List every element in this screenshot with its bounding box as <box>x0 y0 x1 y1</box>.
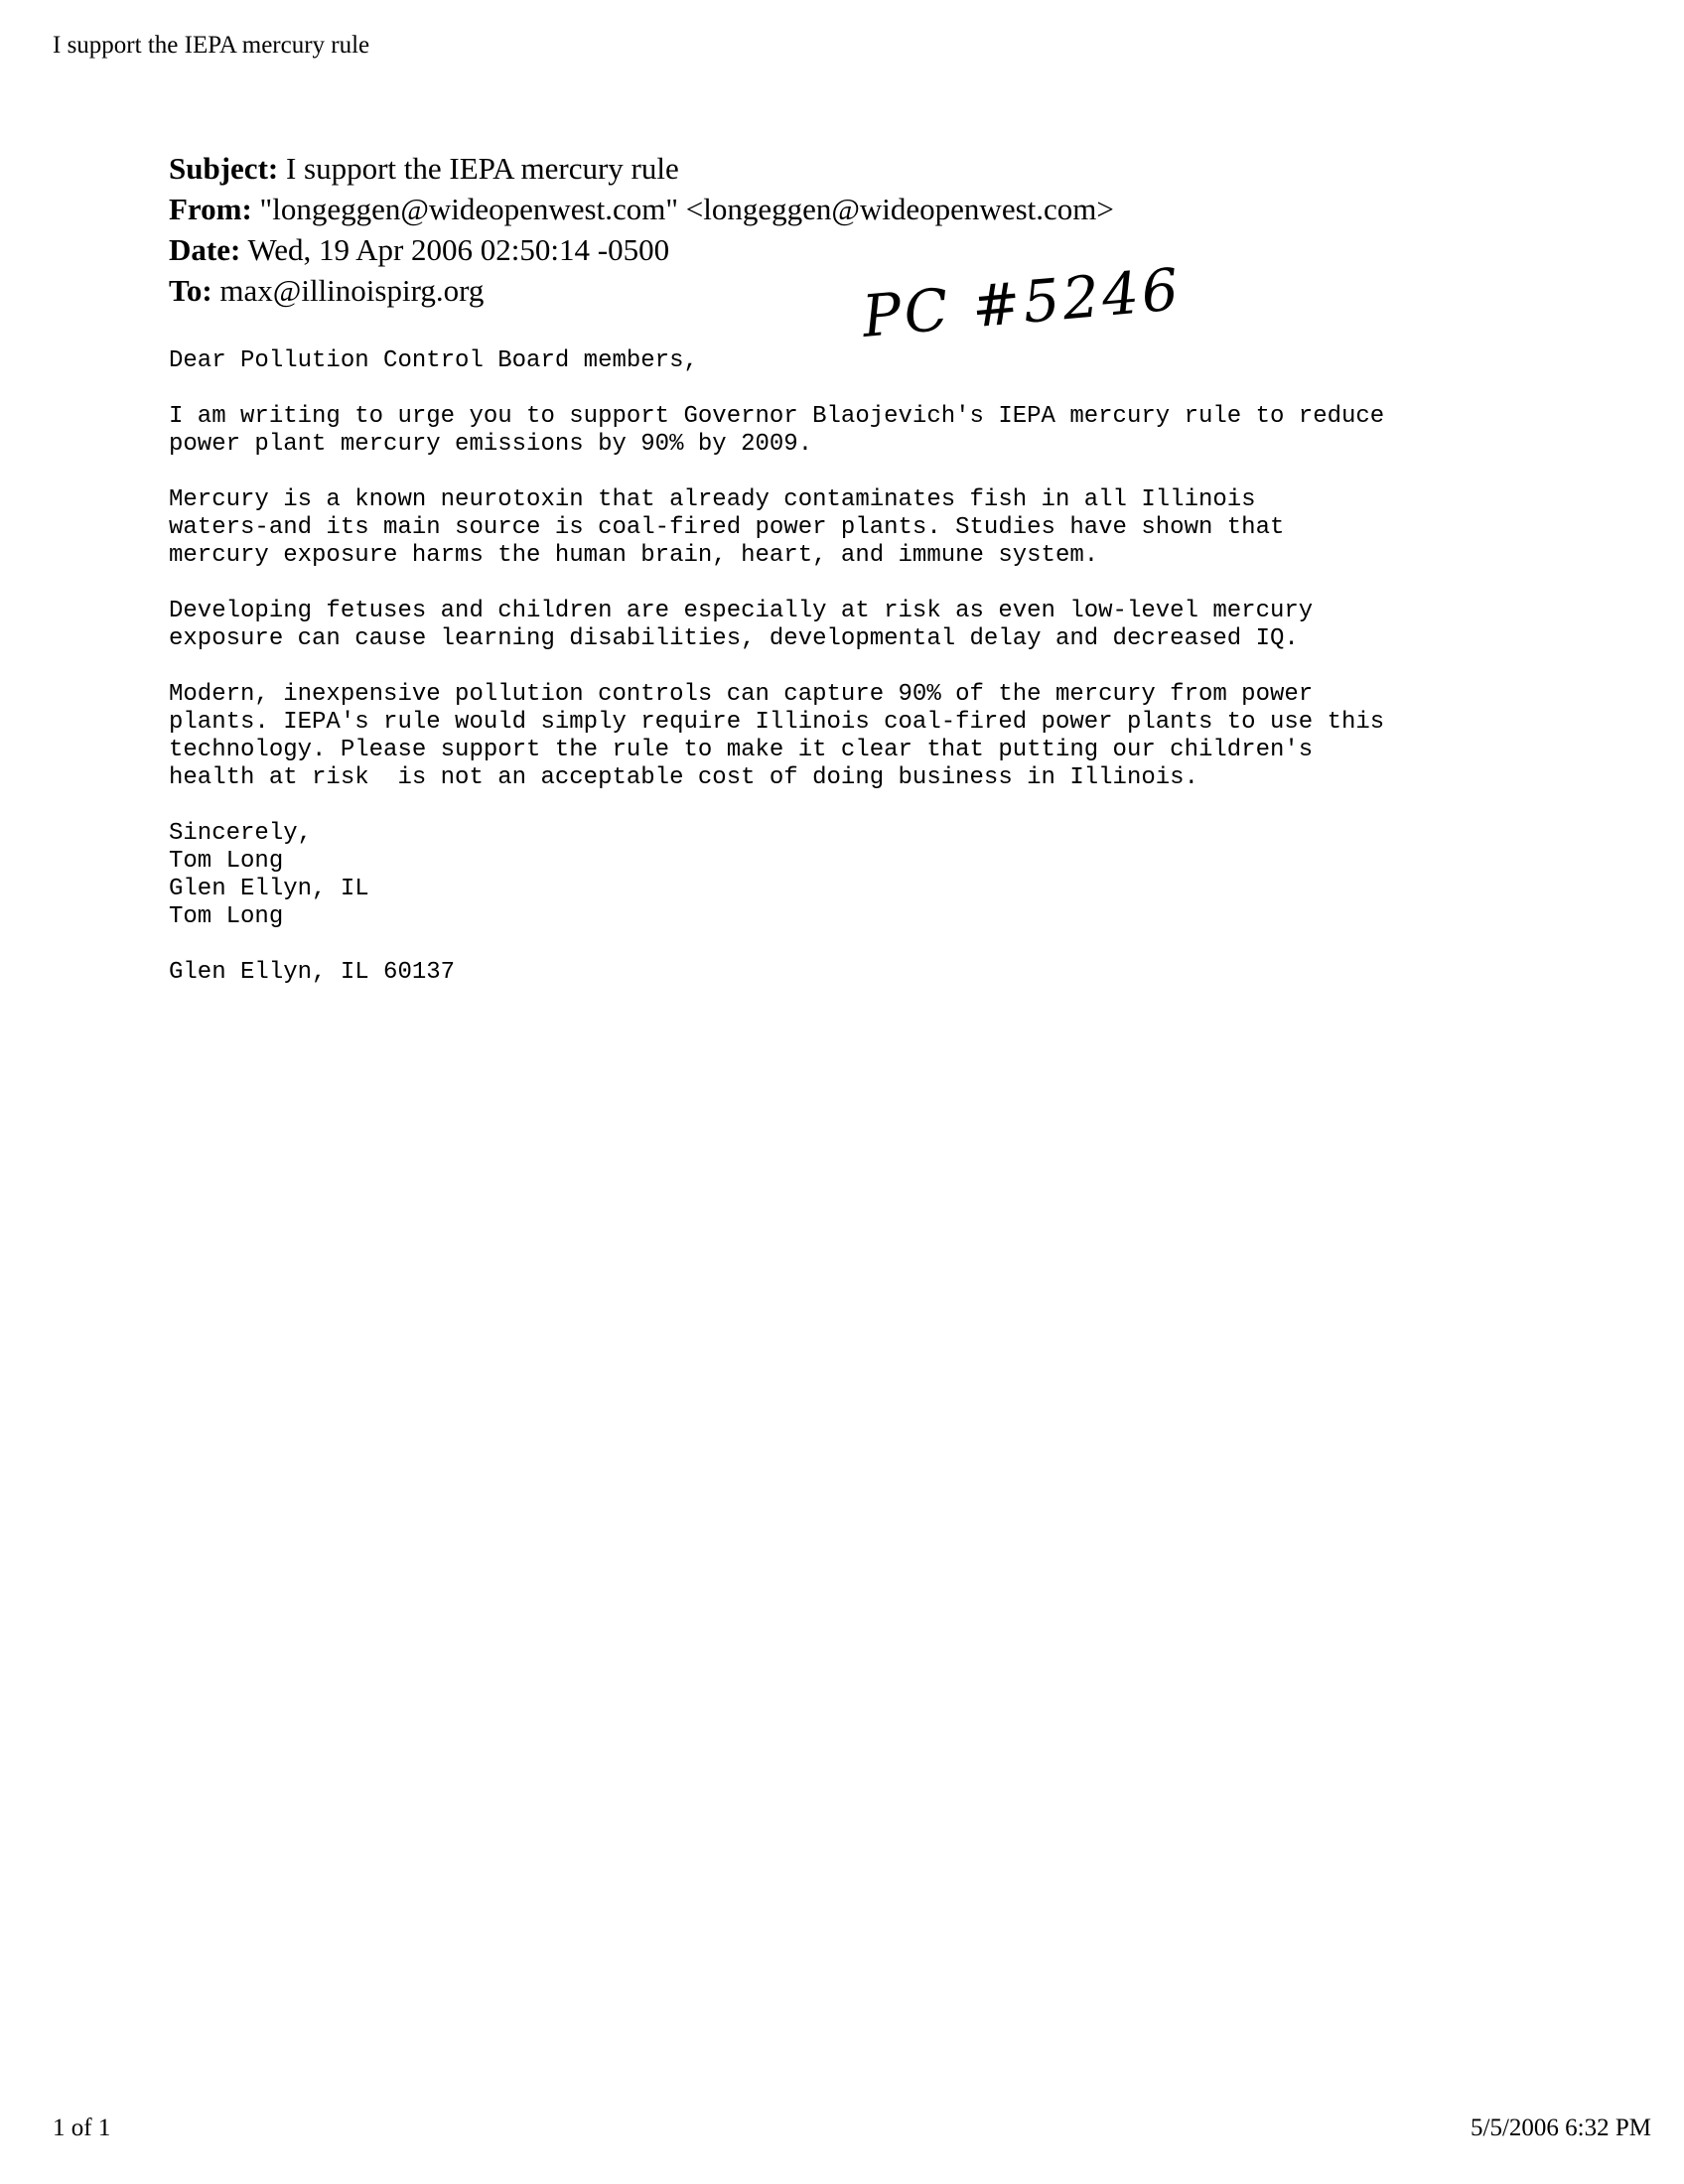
from-line <box>169 189 1114 229</box>
subject-line <box>169 148 1114 189</box>
signature-location: Glen Ellyn, IL <box>169 876 369 902</box>
paragraph-4: Modern, inexpensive pollution controls can capture 90% of the mercury from power plants. IEPA's rule would simply require Illinois coal-fired power plants to use this technology. Please support the rule to make it clear that putting our children's health at risk is not an acceptable cost of doing business in Illinois. <box>169 681 1385 791</box>
date-label: Date: <box>169 232 241 267</box>
signature-block <box>169 820 1658 931</box>
date-line <box>169 229 1114 270</box>
signature-name-repeat: Tom Long <box>169 903 284 930</box>
paragraph-1: I am writing to urge you to support Governor Blaojevich's IEPA mercury rule to reduce power plant mercury emissions by 90% by 2009. <box>169 403 1385 458</box>
subject-label: Subject: <box>169 151 279 186</box>
print-timestamp: 5/5/2006 6:32 PM <box>1471 2115 1651 2141</box>
page-count: 1 of 1 <box>53 2115 111 2141</box>
from-value: "longeggen@wideopenwest.com" <longeggen@wideopenwest.com> <box>251 192 1114 226</box>
letter-body <box>169 347 1658 1015</box>
to-value: max@illinoispirg.org <box>211 273 485 308</box>
to-label: To: <box>169 273 212 308</box>
page-header-title: I support the IEPA mercury rule <box>53 32 370 59</box>
signature-name: Tom Long <box>169 848 284 875</box>
salutation: Dear Pollution Control Board members, <box>169 347 698 374</box>
handwritten-exhibit-number: PC #5246 <box>859 255 1185 350</box>
date-value: Wed, 19 Apr 2006 02:50:14 -0500 <box>240 232 670 267</box>
address: Glen Ellyn, IL 60137 <box>169 959 456 986</box>
paragraph-3: Developing fetuses and children are especially at risk as even low-level mercury exposure can cause learning disabilities, developmental delay and decreased IQ. <box>169 598 1314 652</box>
closing: Sincerely, <box>169 820 313 847</box>
subject-value: I support the IEPA mercury rule <box>278 151 679 186</box>
from-label: From: <box>169 192 252 226</box>
paragraph-2: Mercury is a known neurotoxin that already contaminates fish in all Illinois waters-and its main source is coal-fired power plants. Studies have shown that mercury exposure harms the human brain, heart, and immune system. <box>169 486 1285 569</box>
